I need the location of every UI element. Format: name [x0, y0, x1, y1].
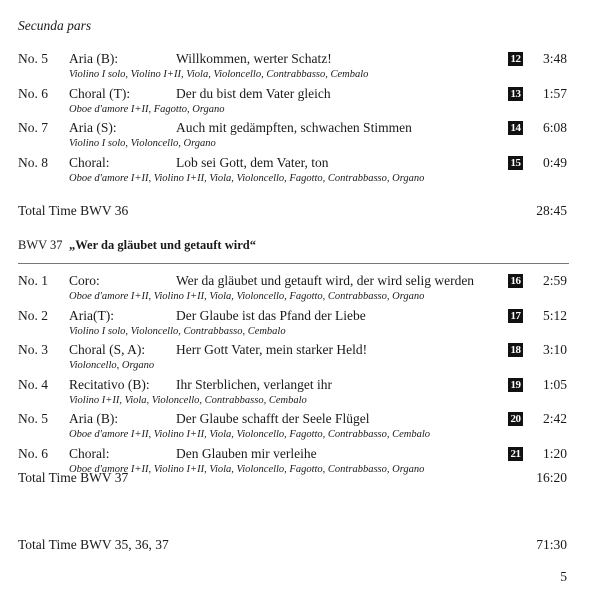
track-type: Choral:: [69, 154, 110, 170]
total-time-bwv36-label: Total Time BWV 36: [18, 203, 129, 218]
track-title: Den Glauben mir verleihe: [176, 446, 317, 461]
track-number: No. 6: [18, 446, 48, 461]
page-number: 5: [560, 569, 567, 584]
track-instruments: Oboe d'amore I+II, Violino I+II, Viola, Violoncello, Fagotto, Contrabbasso, Cembalo: [69, 429, 431, 441]
track-type: Choral:: [69, 446, 110, 461]
track-duration: 2:59: [542, 273, 567, 288]
grand-total-time: 71:30: [536, 537, 567, 552]
track-type: Coro:: [69, 273, 100, 288]
track-instruments: Violoncello, Organo: [69, 360, 155, 372]
track-instruments: Oboe d'amore I+II, Violino I+II, Viola, Violoncello, Fagotto, Contrabbasso, Organo: [69, 464, 425, 475]
track-title: Der Glaube schafft der Seele Flügel: [176, 411, 370, 427]
track-duration: 5:12: [542, 307, 567, 323]
track-index-badge: 20: [508, 412, 523, 426]
track-number: No. 2: [18, 307, 48, 323]
track-number: No. 5: [18, 51, 48, 66]
track-number: No. 4: [18, 376, 48, 392]
track-duration: 1:57: [542, 85, 567, 101]
track-title: Willkommen, werter Schatz!: [176, 51, 332, 66]
track-index-badge: 16: [508, 274, 523, 288]
track-duration: 0:49: [542, 154, 567, 170]
track-type: Choral (S, A):: [69, 342, 146, 358]
total-time-bwv36: 28:45: [536, 203, 567, 218]
grand-total-label: Total Time BWV 35, 36, 37: [18, 537, 169, 552]
track-index-badge: 18: [508, 343, 523, 357]
track-title: Lob sei Gott, dem Vater, ton: [176, 154, 329, 170]
track-title: Herr Gott Vater, mein starker Held!: [176, 342, 368, 358]
track-instruments: Oboe d'amore I+II, Violino I+II, Viola, Violoncello, Fagotto, Contrabbasso, Organo: [69, 291, 425, 302]
track-index-badge: 17: [508, 309, 523, 323]
track-duration: 3:48: [542, 51, 567, 66]
track-duration: 6:08: [542, 120, 567, 136]
track-instruments: Violino I solo, Violoncello, Contrabbasso, Cembalo: [69, 325, 286, 337]
track-index-badge: 15: [508, 156, 523, 170]
track-instruments: Oboe d'amore I+II, Fagotto, Organo: [69, 103, 225, 115]
total-time-bwv37-label: Total Time BWV 37: [18, 470, 129, 485]
track-number: No. 6: [18, 85, 48, 101]
track-number: No. 7: [18, 120, 48, 136]
track-duration: 1:20: [542, 446, 567, 461]
track-number: No. 8: [18, 154, 48, 170]
track-instruments: Oboe d'amore I+II, Violino I+II, Viola, Violoncello, Fagotto, Contrabbasso, Organo: [69, 172, 425, 184]
track-number: No. 5: [18, 411, 48, 427]
bwv37-label: BWV 37: [18, 238, 63, 252]
bwv37-title: „Wer da gläubet und getauft wird“: [69, 238, 256, 252]
track-type: Aria (S):: [69, 120, 117, 136]
track-index-badge: 14: [508, 121, 523, 135]
track-title: Ihr Sterblichen, verlanget ihr: [176, 376, 332, 392]
track-title: Auch mit gedämpften, schwachen Stimmen: [176, 120, 412, 136]
track-type: Aria(T):: [69, 307, 114, 323]
track-instruments: Violino I solo, Violoncello, Organo: [69, 138, 216, 150]
track-type: Aria (B):: [69, 411, 119, 427]
track-duration: 2:42: [542, 411, 567, 427]
track-type: Choral (T):: [69, 85, 131, 101]
track-index-badge: 13: [508, 87, 523, 101]
track-type: Aria (B):: [69, 51, 119, 66]
track-title: Der Glaube ist das Pfand der Liebe: [176, 307, 366, 323]
track-instruments: Violino I+II, Viola, Violoncello, Contrabbasso, Cembalo: [69, 394, 307, 406]
section-divider: [18, 263, 569, 264]
track-index-badge: 21: [508, 447, 523, 461]
total-time-bwv37: 16:20: [536, 470, 567, 485]
track-title: Wer da gläubet und getauft wird, der wird selig werden: [176, 273, 475, 288]
track-duration: 1:05: [542, 376, 567, 392]
track-duration: 3:10: [542, 342, 567, 358]
track-index-badge: 12: [508, 52, 523, 66]
track-type: Recitativo (B):: [69, 376, 150, 392]
track-instruments: Violino I solo, Violino I+II, Viola, Violoncello, Contrabbasso, Cembalo: [69, 69, 369, 80]
track-number: No. 3: [18, 342, 48, 358]
track-index-badge: 19: [508, 378, 523, 392]
part-heading: Secunda pars: [18, 18, 92, 33]
track-number: No. 1: [18, 273, 48, 288]
track-title: Der du bist dem Vater gleich: [176, 85, 331, 101]
